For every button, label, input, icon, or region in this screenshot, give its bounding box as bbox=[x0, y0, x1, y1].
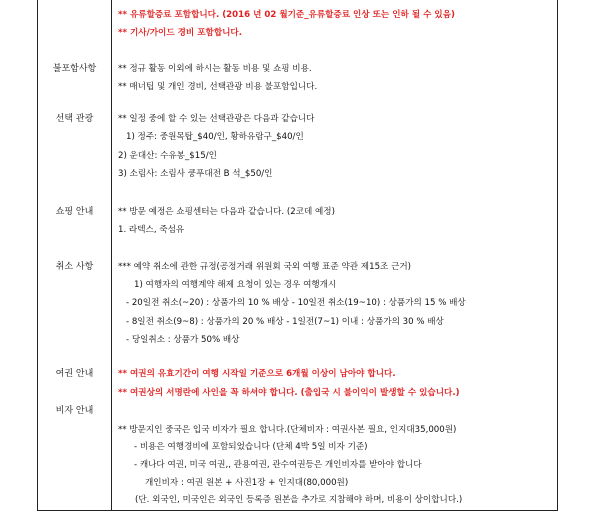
cancel-line-2: 1) 여행자의 여행계약 해제 요청이 있는 경우 여행개시 bbox=[134, 280, 337, 290]
visa-line-1: ** 방문지인 중국은 입국 비자가 필요 합니다.(단체비자 : 여권사본 필요, 인지대35,000원) bbox=[118, 425, 457, 435]
optional-line-2: 1) 정주: 중원목탑_$40/인, 황하유람구_$40/인 bbox=[126, 132, 304, 142]
cancel-line-5: - 당일취소 : 상품가 50% 배상 bbox=[126, 335, 240, 345]
exclude-label: 불포함사항 bbox=[52, 64, 97, 74]
optional-line-3: 2) 운대산: 수유봉_$15/인 bbox=[118, 151, 217, 161]
optional-line-4: 3) 소림사: 소림사 쿵푸대전 B 석_$50/인 bbox=[118, 169, 273, 179]
column-divider bbox=[111, 0, 112, 510]
label-column bbox=[38, 0, 111, 510]
visa-line-4: 개인비자 : 여권 원본 + 사진1장 + 인지대(80,000원) bbox=[145, 478, 349, 488]
shopping-line-2: 1. 라텍스, 죽섬유 bbox=[118, 225, 185, 235]
optional-label: 선택 관광 bbox=[55, 114, 94, 124]
shopping-line-1: ** 방문 예정은 쇼핑센터는 다음과 같습니다. (2코데 예정) bbox=[118, 207, 335, 217]
cancel-line-4: - 8일전 취소(9~8) : 상품가의 20 % 배상 - 1일전(7~1) 이내 : 상품가의 30 % 배상 bbox=[126, 317, 444, 327]
visa-line-5: (단. 외국인, 미국인은 외국인 등록증 원본을 추가로 지참해야 하며, 비용이 상이합니다.) bbox=[135, 495, 463, 505]
cancel-line-3: - 20일전 취소(~20) : 상품가의 10 % 배상 - 10일전 취소(19~10) : 상품가의 15 % 배상 bbox=[126, 298, 466, 308]
cancel-label: 취소 사항 bbox=[55, 262, 94, 272]
cancel-line-1: *** 예약 취소에 관한 규정(공정거래 위원회 국외 여행 표준 약관 제15조 근거) bbox=[118, 262, 412, 272]
include-line-1: ** 유류할증료 포함합니다. (2016 년 02 월기준_유류할증료 인상 또는 인하 될 수 있음) bbox=[118, 10, 455, 20]
passport-label: 여권 안내 bbox=[55, 369, 94, 379]
exclude-line-1: ** 정규 활동 이외에 하시는 활동 비용 및 쇼핑 비용. bbox=[118, 64, 312, 74]
visa-line-3: - 캐나다 여권, 미국 여권,, 관용여권, 관수여권등은 개인비자를 받아야 합니다 bbox=[134, 460, 422, 470]
include-line-2: ** 기사/가이드 경비 포함합니다. bbox=[118, 28, 242, 38]
passport-line-1: ** 여권의 유효기간이 여행 시작일 기준으로 6개월 이상이 남아야 합니다. bbox=[118, 369, 396, 379]
passport-line-2: ** 여권상의 서명란에 사인을 꼭 하셔야 합니다. (출입국 시 불이익이 발생할 수 있습니다.) bbox=[118, 388, 460, 398]
visa-line-2: - 비용은 여행경비에 포함되었습니다 (단체 4박 5일 비자 기준) bbox=[134, 442, 368, 452]
exclude-line-2: ** 매너팁 및 개인 경비, 선택관광 비용 불포함입니다. bbox=[118, 82, 318, 92]
optional-line-1: ** 일정 중에 할 수 있는 선택관광은 다음과 같습니다 bbox=[118, 114, 315, 124]
visa-label: 비자 안내 bbox=[55, 406, 94, 416]
shopping-label: 쇼핑 안내 bbox=[55, 207, 94, 217]
info-table bbox=[37, 0, 558, 511]
